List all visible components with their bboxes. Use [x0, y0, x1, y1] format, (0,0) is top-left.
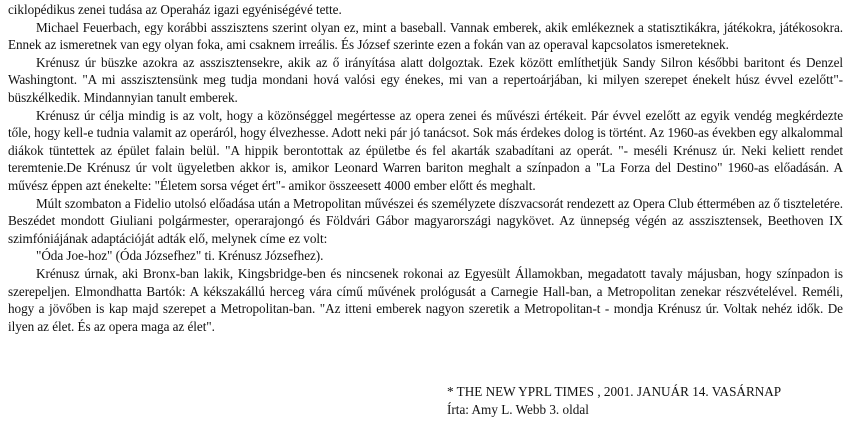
article-body: [8, 1, 843, 335]
paragraph-ode: "Óda Joe-hoz" (Óda Józsefhez" ti. Krénusz Józsefhez).: [36, 248, 324, 264]
paragraph-assistants: Krénusz úr büszke azokra az asszisztensekre, akik az ő irányítása alatt dolgoztak. Ezek között említhetjük Sandy Silron későbbi baritont és Denzel Washingtont. "A mi asszisztensünk meg tudja mondani hová valósi egy énekes, mi van a repertoárjában, ki milyen szerepet énekelt húsz évvel ezelőtt"- büszkélkedik. Mindannyian tanult emberek.: [8, 54, 843, 105]
source-citation: [447, 383, 781, 419]
source-newspaper: * THE NEW YPRL TIMES , 2001. JANUÁR 14. VASÁRNAP: [447, 384, 782, 399]
paragraph-continuation: ciklopédikus zenei tudása az Operaház igazi egyéniségévé tette.: [8, 2, 342, 17]
paragraph-feuerbach: Michael Feuerbach, egy korábbi asszisztens szerint olyan ez, mint a baseball. Vannak emberek, akik emlékeznek a statisztikákra, játékokra, játékosokra. Ennek az ismeretnek van egy olyan foka, ami csaknem irreális. És József szerinte ezen a fokán van az operaval kapcsolatos ismereteknek.: [8, 19, 843, 53]
source-author: Írta: Amy L. Webb 3. oldal: [447, 402, 589, 417]
paragraph-dinner: Múlt szombaton a Fidelio utolsó előadása után a Metropolitan művészei és személyzete díszvacsorát rendezett az Opera Club éttermében az ő tiszteletére. Beszédet mondott Giuliani polgármester, operarajongó és Földvári Gábor magyarországi nagykövet. Az ünnepség végén az asszisztensek, Beethoven IX szimfóniájának adaptációját adták elő, melynek címe ez volt:: [8, 195, 843, 246]
paragraph-goal: Krénusz úr célja mindig is az volt, hogy a közönséggel megértesse az opera zenei és művészi értékeit. Pár évvel ezelőtt az egyik vendég megkérdezte tőle, hogy kell-e tudnia valamit az operáról, hogy élvezhesse. Adott neki pár jó tanácsot. Sok más érdekes dolog is történt. Az 1960-as években egy alkalommal diákok tüntettek az épület falain belül. "A hippik berontottak az épületbe és fel akarták szabadítani az operát. "- meséli Krénusz úr. Neki keliett rendet teremtenie.De Krénusz úr volt ügyeletben akkor is, amikor Leonard Warren bariton meghalt a színpadon a "La Forza del Destino" 1960-as előadásán. A művész éppen azt énekelte: "Életem sorsa véget ért"- amikor összeesett 4000 ember előtt és meghalt.: [8, 107, 843, 193]
paragraph-bronx: Krénusz úrnak, aki Bronx-ban lakik, Kingsbridge-ben és nincsenek rokonai az Egyesült Államokban, megadatott tavaly májusban, hogy színpadon is szerepeljen. Elmondhatta Bartók: A kékszakállú herceg vára című művének prológusát a Carnegie Hall-ban, a Metropolitan zenekar részvételével. Reméli, hogy a jövőben is kap majd szerepet a Metropolitan-ban. "Az itteni emberek nagyon szeretik a Metropolitan-t - mondja Krénusz úr. Voltak nehéz idők. De ilyen az élet. És az opera maga az élet".: [8, 265, 843, 334]
